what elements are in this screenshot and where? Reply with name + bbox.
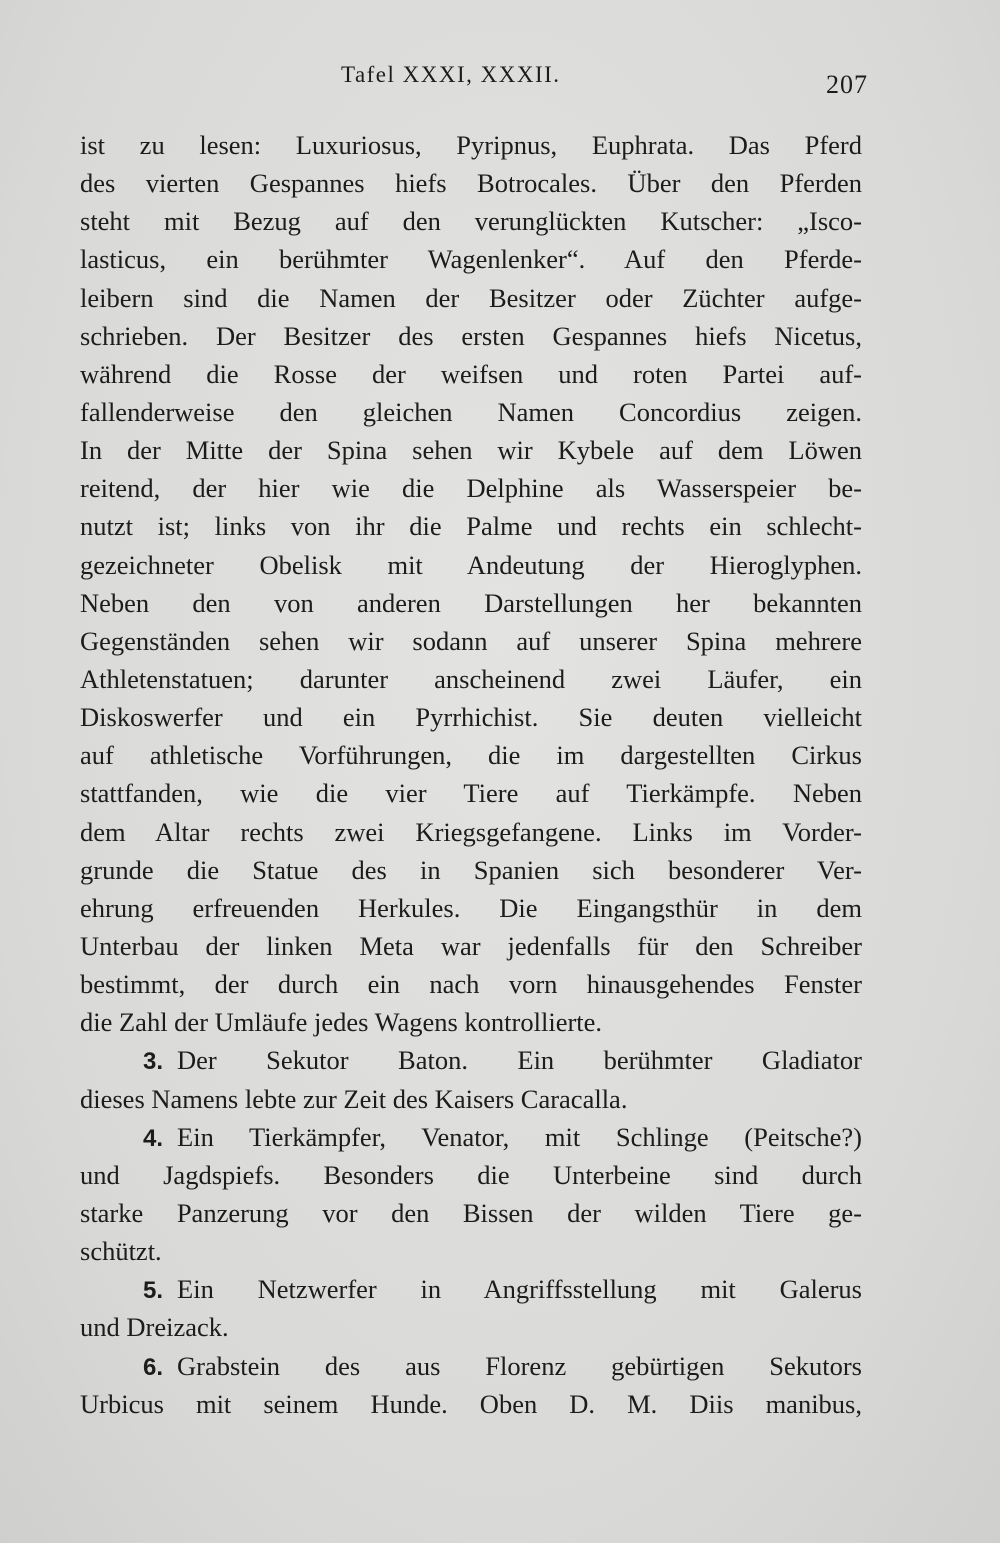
text-line <box>80 698 862 736</box>
text-line <box>80 584 862 622</box>
text-line <box>80 1080 862 1118</box>
line-text: dieses Namens lebte zur Zeit des Kaisers Caracalla. <box>80 1083 628 1114</box>
line-text: Der Sekutor Baton. Ein berühmter Gladiator <box>177 1045 862 1076</box>
text-line <box>80 507 862 545</box>
line-text: gezeichneter Obelisk mit Andeutung der Hieroglyphen. <box>80 549 862 580</box>
text-line <box>80 355 862 393</box>
line-text: reitend, der hier wie die Delphine als Wasserspeier be- <box>80 473 862 504</box>
page-number: 207 <box>826 70 868 99</box>
line-text: Neben den von anderen Darstellungen her bekannten <box>80 587 862 618</box>
line-text: grunde die Statue des in Spanien sich besonderer Ver- <box>80 854 862 885</box>
item-number: 4. <box>143 1124 164 1152</box>
text-line <box>80 546 862 584</box>
line-text: schützt. <box>80 1236 162 1267</box>
numbered-item-line <box>80 1118 862 1156</box>
line-text: stattfanden, wie die vier Tiere auf Tierkämpfe. Neben <box>80 778 862 809</box>
line-text: Urbicus mit seinem Hunde. Oben D. M. Diis manibus, <box>80 1388 862 1419</box>
numbered-item-line <box>80 1270 862 1308</box>
text-line <box>80 1156 862 1194</box>
line-text: Unterbau der linken Meta war jedenfalls für den Schreiber <box>80 930 862 961</box>
text-line <box>80 126 862 164</box>
line-text: starke Panzerung vor den Bissen der wilden Tiere ge- <box>80 1197 862 1228</box>
text-line <box>80 240 862 278</box>
line-text: ist zu lesen: Luxuriosus, Pyripnus, Euphrata. Das Pferd <box>80 130 862 160</box>
text-line <box>80 202 862 240</box>
text-line <box>80 927 862 965</box>
line-text: steht mit Bezug auf den verunglückten Kutscher: „Isco- <box>80 206 862 237</box>
line-text: lasticus, ein berühmter Wagenlenker“. Auf den Pferde- <box>80 244 862 275</box>
line-text: während die Rosse der weifsen und roten Partei auf- <box>80 358 862 389</box>
text-line <box>80 1194 862 1232</box>
line-text: dem Altar rechts zwei Kriegsgefangene. Links im Vorder- <box>80 816 862 847</box>
text-line <box>80 622 862 660</box>
line-text: Grabstein des aus Florenz gebürtigen Sekutors <box>177 1350 862 1381</box>
running-head-title: Tafel XXXI, XXXII. <box>341 62 561 87</box>
text-line <box>80 317 862 355</box>
line-text: Diskoswerfer und ein Pyrrhichist. Sie deuten vielleicht <box>80 702 862 733</box>
text-line <box>80 1232 862 1270</box>
text-line <box>80 851 862 889</box>
text-line <box>80 813 862 851</box>
text-line <box>80 774 862 812</box>
line-text: Ein Tierkämpfer, Venator, mit Schlinge (Peitsche?) <box>177 1121 862 1152</box>
item-number: 3. <box>143 1048 164 1076</box>
line-text: und Jagdspiefs. Besonders die Unterbeine sind durch <box>80 1159 862 1190</box>
line-text: ehrung erfreuenden Herkules. Die Eingangsthür in dem <box>80 892 862 923</box>
line-text: leibern sind die Namen der Besitzer oder Züchter aufge- <box>80 282 862 313</box>
line-text: bestimmt, der durch ein nach vorn hinausgehendes Fenster <box>80 969 862 1000</box>
text-line <box>80 736 862 774</box>
line-text: fallenderweise den gleichen Namen Concordius zeigen. <box>80 396 862 427</box>
text-line <box>80 965 862 1003</box>
text-line <box>80 1385 862 1423</box>
line-text: und Dreizack. <box>80 1312 229 1343</box>
line-text: die Zahl der Umläufe jedes Wagens kontrollierte. <box>80 1007 603 1038</box>
body-text <box>80 126 862 1423</box>
item-number: 5. <box>143 1277 164 1305</box>
text-line <box>80 1003 862 1041</box>
text-line <box>80 431 862 469</box>
item-number: 6. <box>143 1353 164 1381</box>
line-text: Athletenstatuen; darunter anscheinend zwei Läufer, ein <box>80 663 862 694</box>
text-line <box>80 889 862 927</box>
line-text: In der Mitte der Spina sehen wir Kybele auf dem Löwen <box>80 435 862 466</box>
text-line <box>80 164 862 202</box>
text-line <box>80 1308 862 1346</box>
text-line <box>80 469 862 507</box>
line-text: Gegenständen sehen wir sodann auf unserer Spina mehrere <box>80 625 862 656</box>
line-text: nutzt ist; links von ihr die Palme und rechts ein schlecht- <box>80 511 862 542</box>
line-text: schrieben. Der Besitzer des ersten Gespannes hiefs Nicetus, <box>80 320 862 351</box>
text-line <box>80 393 862 431</box>
line-text: Ein Netzwerfer in Angriffsstellung mit Galerus <box>177 1274 862 1305</box>
numbered-item-line <box>80 1041 862 1079</box>
line-text: des vierten Gespannes hiefs Botrocales. Über den Pferden <box>80 168 862 199</box>
text-line <box>80 660 862 698</box>
numbered-item-line <box>80 1347 862 1385</box>
line-text: auf athletische Vorführungen, die im dargestellten Cirkus <box>80 740 862 771</box>
text-line <box>80 279 862 317</box>
running-head <box>0 62 1000 102</box>
